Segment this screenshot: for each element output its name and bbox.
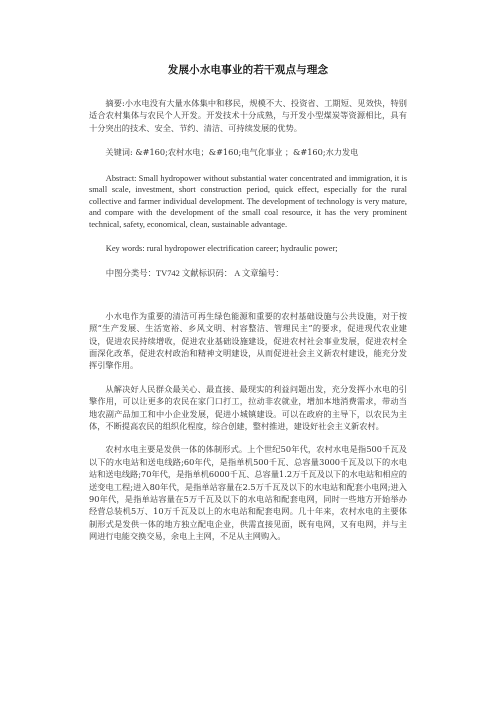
classification-line: 中图分类号：TV742 文献标识码： A 文章编号： <box>105 269 284 279</box>
keywords-en: Key words: rural hydropower electrification career; hydraulic power; <box>105 243 338 253</box>
document-title: 发展小水电事业的若干观点与理念 <box>167 64 329 76</box>
keywords-cn: 关键词: &#160;农村水电；&#160;电气化事业 ；&#160;水力发电 <box>105 147 359 158</box>
abstract-en: Abstract: Small hydropower without substantial water concentrated and immigration, it is small scale, investment, short construction period, quick effect, especially for the rural collective and farmer individual development. The development of technology is very mature, and compare with the development of the small coal resource, it has the very prominent technical, safety, economical, clean, sustainable advantage. <box>89 173 407 229</box>
body-paragraph: 小水电作为重要的清洁可再生绿色能源和重要的农村基础设施与公共设施，对于按照“生产发展、生活宽裕、乡风文明、村容整洁、管理民主”的要求，促进现代农业建设，促进农民持续增收，促进农业基础设施建设，促进农村社会事业发展，促进农村全面深化改革，促进农村政治和精神文明建设，从而促进社会主义新农村建设，能充分发挥引擎作用。 <box>89 310 407 371</box>
abstract-cn: 摘要:小水电没有大量水体集中和移民，规模不大、投资省、工期短、见效快，特别适合农村集体与农民个人开发。开发技术十分成熟，与开发小型煤炭等资源相比，具有十分突出的技术、安全、节约、清洁、可持续发展的优势。 <box>89 98 407 133</box>
body-paragraph: 从解决好人民群众最关心、最直接、最现实的利益问题出发，充分发挥小水电的引擎作用，可以让更多的农民在家门口打工，拉动非农就业，增加本地消费需求，带动当地农副产品加工和中小企业发展，促进小城镇建设。可以在政府的主导下，以农民为主体，不断提高农民的组织化程度，综合创建，整村推进，建设好社会主义新农村。 <box>89 383 407 432</box>
document-page <box>89 62 407 554</box>
body-paragraph: 农村水电主要是发供一体的体制形式。上个世纪50年代，农村水电是指500千瓦及以下的水电站和送电线路;60年代，是指单机500千瓦、总容量3000千瓦及以下的水电站和送电线路;70年代，是指单机6000千瓦、总容量1.2万千瓦及以下的水电站和相应的送变电工程;进入80年代，是指单站容量在2.5万千瓦及以下的水电站和配套小电网;进入90年代，是指单站容量在5万千瓦及以下的水电站和配套电网，同时一些地方开始举办经营总装机5万、10万千瓦及以上的水电站和配套电网。几十年来，农村水电的主要体制形式是发供一体的地方独立配电企业，供需直接见面，既有电网，又有电网，并与主网进行电能交换交易，余电上主网，不足从主网购入。 <box>89 444 407 542</box>
